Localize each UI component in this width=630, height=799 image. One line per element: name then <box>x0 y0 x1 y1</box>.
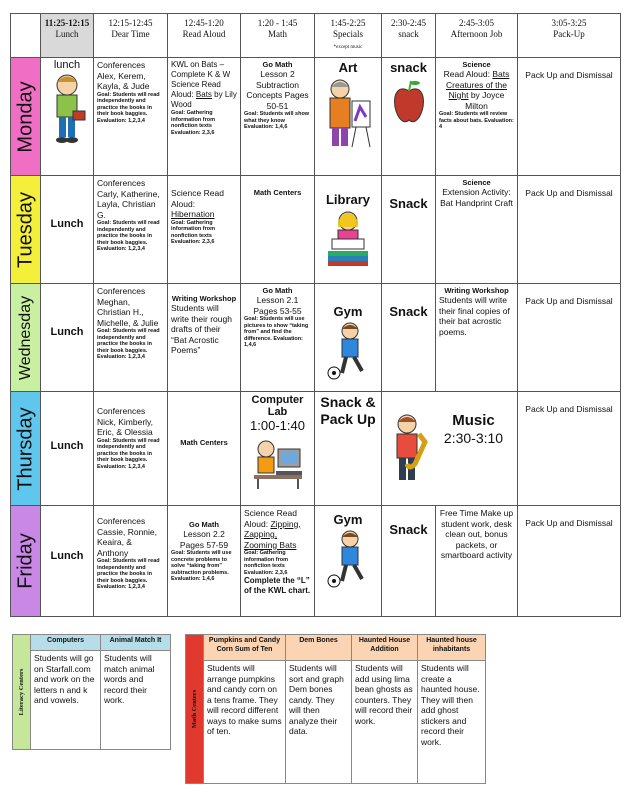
header-row <box>11 14 621 58</box>
literacy-header-animal-match: Animal Match It <box>101 635 171 651</box>
literacy-header-computers: Computers <box>31 635 101 651</box>
tuesday-snack: Snack <box>382 176 436 284</box>
monday-math: Go Math Lesson 2 Subtraction Concepts Pages 50-51 Goal: Students will show what they know Evaluation: 1,4,6 <box>241 58 315 176</box>
tuesday-lunch: Lunch <box>41 176 94 284</box>
day-label-monday: Monday <box>11 58 41 176</box>
monday-special: Art <box>315 58 382 176</box>
literacy-animal-text: Students will match animal words and record their work. <box>101 651 171 750</box>
thursday-pack: Pack Up and Dismissal <box>518 392 621 506</box>
friday-dear: Conferences Cassie, Ronnie, Keaira, & Anthony Goal: Students will read independently and practice the books in their book baggies. Evaluation: 1,2,3,4 <box>94 506 168 617</box>
col-header-snack: 2:30-2:45 snack <box>382 14 436 58</box>
wednesday-special: Gym <box>315 284 382 392</box>
thursday-lunch: Lunch <box>41 392 94 506</box>
math-header-haunted-addition: Haunted House Addition <box>352 635 418 661</box>
wednesday-pack: Pack Up and Dismissal <box>518 284 621 392</box>
day-label-friday: Friday <box>11 506 41 617</box>
soccer-kid-icon <box>324 321 372 381</box>
wednesday-job: Writing Workshop Students will write their final copies of their bat acrostic poems. <box>436 284 518 392</box>
thursday-read: Math Centers <box>168 392 241 506</box>
row-monday <box>11 58 621 176</box>
literacy-centers-table <box>12 634 171 750</box>
wednesday-dear: Conferences Meghan, Christian H., Michelle, & Julie Goal: Students will read independently and practice the books in their book baggies. Evaluation: 1,2,3,4 <box>94 284 168 392</box>
tuesday-special: Library <box>315 176 382 284</box>
row-thursday <box>11 392 621 506</box>
wednesday-lunch: Lunch <box>41 284 94 392</box>
literacy-computers-text: Students will go on Starfall.com and work on the letters n and k and vowels. <box>31 651 101 750</box>
apple-icon <box>392 77 426 127</box>
weekly-schedule <box>10 13 621 617</box>
math-side-label: Math Centers <box>186 635 204 784</box>
thursday-music: Music 2:30-3:10 <box>382 392 518 506</box>
monday-snack: snack <box>382 58 436 176</box>
friday-lunch: Lunch <box>41 506 94 617</box>
math-dem-bones-text: Students will sort and graph Dem bones candy. They will then analyze their data. <box>286 661 352 784</box>
day-label-thursday: Thursday <box>11 392 41 506</box>
math-header-pumpkins: Pumpkins and Candy Corn Sum of Ten <box>204 635 286 661</box>
wednesday-read: Writing Workshop Students will write their rough drafts of their “Bat Acrostic Poems” <box>168 284 241 392</box>
computer-kid-icon <box>250 435 306 491</box>
friday-read: Go Math Lesson 2.2 Pages 57-59 Goal: Students will use concrete problems to solve “taking from” subtraction problems. Evaluation: 1,4,6 <box>168 506 241 617</box>
col-header-job: 2:45-3:05 Afternoon Job <box>436 14 518 58</box>
thursday-dear: Conferences Nick, Kimberly, Eric, & Olessia Goal: Students will read independently and practice the books in their book baggies. Evaluation: 1,2,3,4 <box>94 392 168 506</box>
col-header-specials: 1:45-2:25 Specials *except music <box>315 14 382 58</box>
lunch-kid-icon <box>47 73 87 148</box>
music-kid-icon <box>385 412 433 502</box>
row-tuesday <box>11 176 621 284</box>
soccer-kid-icon-2 <box>324 529 372 589</box>
art-teacher-icon <box>322 77 374 152</box>
col-header-lunch: 11:25-12:15 Lunch <box>41 14 94 58</box>
col-header-dear: 12:15-12:45 Dear Time <box>94 14 168 58</box>
math-header-haunted-inhabitants: Haunted house inhabitants <box>418 635 486 661</box>
math-centers-table <box>185 634 486 784</box>
tuesday-pack: Pack Up and Dismissal <box>518 176 621 284</box>
monday-job: Science Read Aloud: Bats Creatures of the Night by Joyce Milton Goal: Students will review facts about bats. Evaluation: 4 <box>436 58 518 176</box>
col-header-math: 1:20 - 1:45 Math <box>241 14 315 58</box>
monday-read: KWL on Bats – Complete K & W Science Read Aloud: Bats by Lily Wood Goal: Gathering information from nonfiction texts Evaluation: 2,3,6 <box>168 58 241 176</box>
math-haunted-addition-text: Students will add using lima bean ghosts as counters. They will record their work. <box>352 661 418 784</box>
friday-special: Gym <box>315 506 382 617</box>
col-header-pack: 3:05-3:25 Pack-Up <box>518 14 621 58</box>
tuesday-job: Science Extension Activity: Bat Handprint Craft <box>436 176 518 284</box>
math-header-dem-bones: Dem Bones <box>286 635 352 661</box>
friday-math: Science Read Aloud: Zipping, Zapping, Zooming Bats Goal: Gathering information from nonfiction texts Evaluation: 2,3,6 Complete the “L” of the KWL chart. <box>241 506 315 617</box>
monday-pack: Pack Up and Dismissal <box>518 58 621 176</box>
day-label-wednesday: Wednesday <box>11 284 41 392</box>
day-label-tuesday: Tuesday <box>11 176 41 284</box>
friday-job: Free Time Make up student work, desk clean out, bonus packets, or smartboard activity <box>436 506 518 617</box>
thursday-special: Snack & Pack Up <box>315 392 382 506</box>
literacy-side-label: Literacy Centers <box>13 635 31 750</box>
corner-cell <box>11 14 41 58</box>
reading-girl-icon <box>324 209 372 267</box>
thursday-math: Computer Lab 1:00-1:40 <box>241 392 315 506</box>
math-haunted-inhabitants-text: Students will create a haunted house. They will then add ghost stickers and record their work. <box>418 661 486 784</box>
friday-pack: Pack Up and Dismissal <box>518 506 621 617</box>
tuesday-dear: Conferences Carly, Katherine, Layla, Christian G. Goal: Students will read independently and practice the books in their book baggies. Evaluation: 1,2,3,4 <box>94 176 168 284</box>
row-wednesday <box>11 284 621 392</box>
math-pumpkins-text: Students will arrange pumpkins and candy corn on a tens frame. They will record different ways to make sums of ten. <box>204 661 286 784</box>
monday-dear: Conferences Alex, Kerem, Kayla, & Jude Goal: Students will read independently and practice the books in their book baggies. Evaluation: 1,2,3,4 <box>94 58 168 176</box>
tuesday-read: Science Read Aloud: Hibernation Goal: Gathering information from nonfiction texts Evaluation: 2,3,6 <box>168 176 241 284</box>
wednesday-snack: Snack <box>382 284 436 392</box>
friday-snack: Snack <box>382 506 436 617</box>
monday-lunch: lunch <box>41 58 94 176</box>
tuesday-math: Math Centers <box>241 176 315 284</box>
wednesday-math: Go Math Lesson 2.1 Pages 53-55 Goal: Students will use pictures to show “taking from” and find the difference. Evaluation: 1,4,6 <box>241 284 315 392</box>
col-header-read: 12:45-1:20 Read Aloud <box>168 14 241 58</box>
row-friday <box>11 506 621 617</box>
